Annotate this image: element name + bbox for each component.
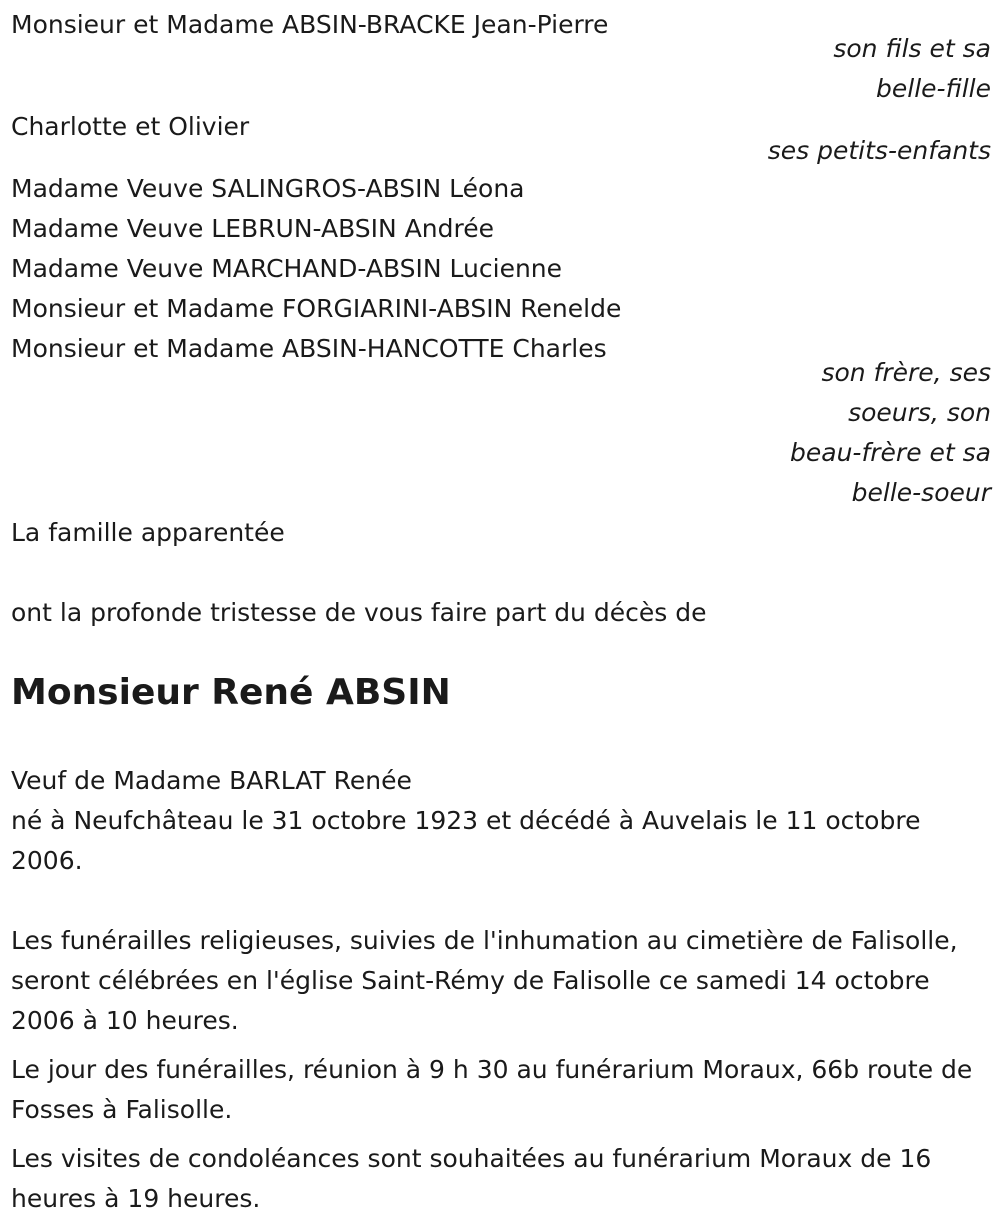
announcement-text: ont la profonde tristesse de vous faire part du décès de: [11, 598, 707, 627]
siblings-relation-line-1: son frère, ses: [821, 358, 991, 387]
sibling-name: Madame Veuve MARCHAND-ABSIN Lucienne: [11, 254, 563, 283]
extended-family: La famille apparentée: [11, 518, 285, 547]
widower-of: Veuf de Madame BARLAT Renée: [11, 766, 412, 795]
grandchildren-names: Charlotte et Olivier: [11, 112, 250, 141]
birth-death-dates: né à Neufchâteau le 31 octobre 1923 et décédé à Auvelais le 11 octobre 2006.: [11, 806, 921, 875]
son-relation-line-2: belle-fille: [876, 74, 991, 103]
deceased-name: Monsieur René ABSIN: [11, 672, 451, 713]
obituary-notice: [11, 5, 991, 1228]
siblings-relation-line-4: belle-soeur: [851, 478, 991, 507]
grandchildren-relation: ses petits-enfants: [767, 136, 991, 165]
son-relation-line-1: son fils et sa: [833, 34, 991, 63]
siblings-relation-line-2: soeurs, son: [848, 398, 991, 427]
sibling-name: Monsieur et Madame ABSIN-HANCOTTE Charles: [11, 334, 607, 363]
sibling-name: Madame Veuve LEBRUN-ABSIN Andrée: [11, 214, 494, 243]
condolence-visits: Les visites de condoléances sont souhaitées au funérarium Moraux de 16 heures à 19 heures.: [11, 1144, 932, 1213]
sibling-name: Madame Veuve SALINGROS-ABSIN Léona: [11, 174, 525, 203]
sibling-name: Monsieur et Madame FORGIARINI-ABSIN Renelde: [11, 294, 622, 323]
funeral-details: Les funérailles religieuses, suivies de l'inhumation au cimetière de Falisolle, seront célébrées en l'église Saint-Rémy de Falisolle ce samedi 14 octobre 2006 à 10 heures.: [11, 926, 958, 1035]
son-names: Monsieur et Madame ABSIN-BRACKE Jean-Pierre: [11, 10, 609, 39]
gathering-details: Le jour des funérailles, réunion à 9 h 30 au funérarium Moraux, 66b route de Fosses à Falisolle.: [11, 1055, 973, 1124]
siblings-relation-line-3: beau-frère et sa: [790, 438, 991, 467]
